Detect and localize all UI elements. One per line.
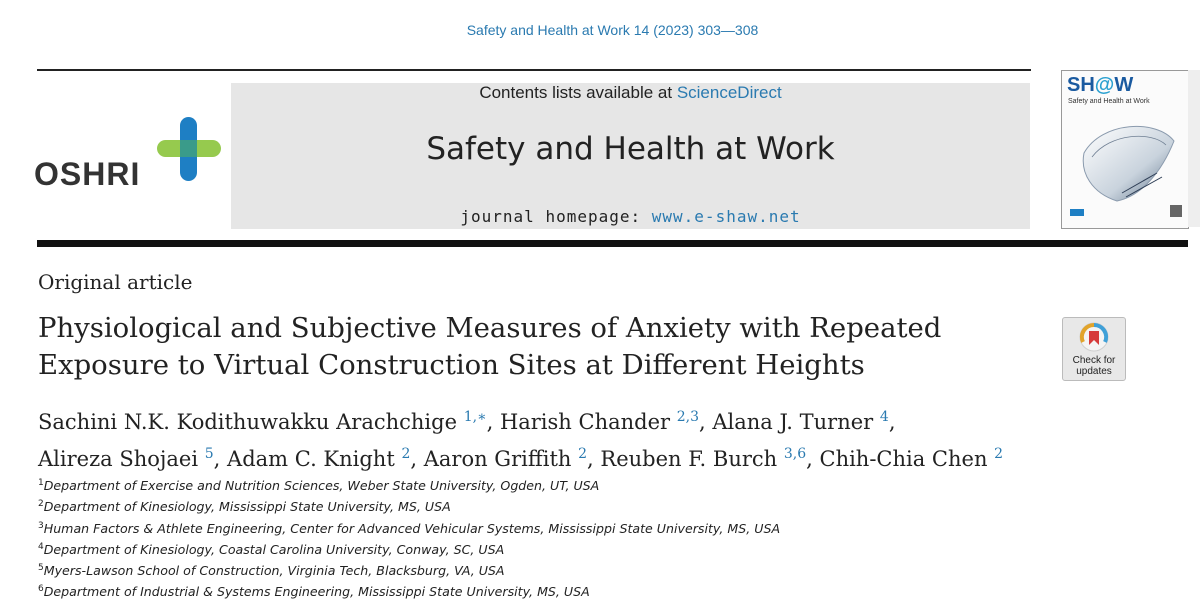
check-for-updates-label bbox=[1063, 355, 1125, 377]
affiliation-item bbox=[38, 474, 780, 495]
sciencedirect-link[interactable]: ScienceDirect bbox=[676, 83, 782, 102]
affiliation-number: 2 bbox=[38, 499, 44, 510]
affiliation-number: 4 bbox=[38, 541, 44, 552]
author-affiliation-ref[interactable]: 1,∗ bbox=[463, 409, 487, 425]
affiliation-item bbox=[38, 495, 780, 516]
affiliation-number: 5 bbox=[38, 563, 44, 574]
author-affiliation-ref[interactable]: 2 bbox=[578, 446, 588, 462]
author-name[interactable] bbox=[500, 410, 699, 434]
author-name[interactable] bbox=[424, 447, 587, 471]
author-affiliation-ref[interactable]: 5 bbox=[204, 446, 214, 462]
affiliation-text: Department of Kinesiology, Coastal Carolina University, Conway, SC, USA bbox=[43, 542, 505, 558]
cover-title-a: SH bbox=[1067, 74, 1095, 96]
header-rule bbox=[37, 240, 1188, 247]
author-name-text: Reuben F. Burch bbox=[600, 447, 778, 471]
author-name[interactable] bbox=[712, 410, 888, 434]
affiliation-text: Myers-Lawson School of Construction, Virginia Tech, Blacksburg, VA, USA bbox=[43, 563, 505, 579]
affiliation-item bbox=[38, 517, 780, 538]
author-affiliation-ref[interactable]: 2 bbox=[401, 446, 411, 462]
affiliation-number: 1 bbox=[38, 478, 44, 488]
affiliation-item bbox=[38, 580, 780, 601]
affiliation-text: Department of Kinesiology, Mississippi State University, MS, USA bbox=[43, 499, 451, 515]
journal-cover-thumbnail[interactable] bbox=[1061, 70, 1189, 229]
author-name-text: Sachini N.K. Kodithuwakku Arachchige bbox=[38, 410, 458, 434]
homepage-link[interactable]: www.e-shaw.net bbox=[651, 207, 801, 226]
author-list: Sachini N.K. Kodithuwakku Arachchige $^{1,∗}$, Harish Chander $^{2,3}$, Alana J. Turner $^4$, Alireza Shojaei $^5$, Adam C. Knight $^2$, Aaron Griffith $^2$, Reuben F. Burch $^{3,6}$, Chih-Chia Chen $^2$ bbox=[38, 409, 1004, 471]
author-name[interactable] bbox=[600, 447, 806, 471]
author-affiliation-ref[interactable]: 3,6 bbox=[783, 446, 807, 462]
affiliation-text: Human Factors & Athlete Engineering, Center for Advanced Vehicular Systems, Mississippi State University, MS, USA bbox=[43, 520, 781, 536]
publisher-logo[interactable] bbox=[34, 114, 204, 194]
cover-edge bbox=[1188, 70, 1200, 227]
author-affiliation-ref[interactable]: 4 bbox=[879, 409, 889, 425]
crossmark-icon bbox=[1079, 322, 1109, 354]
cover-title-at: @ bbox=[1094, 74, 1115, 96]
cover-subtitle: Safety and Health at Work bbox=[1068, 98, 1150, 105]
author-name[interactable] bbox=[227, 447, 410, 471]
check-for-updates-line1: Check for bbox=[1072, 355, 1116, 366]
affiliation-number: 6 bbox=[38, 584, 44, 595]
top-rule bbox=[37, 69, 1031, 71]
author-name[interactable] bbox=[820, 447, 1004, 471]
affiliation-text: Department of Exercise and Nutrition Sciences, Weber State University, Ogden, UT, USA bbox=[43, 478, 600, 494]
article-type: Original article bbox=[38, 270, 193, 294]
cover-artwork bbox=[1062, 101, 1188, 228]
oshri-cross-logo-icon bbox=[154, 114, 224, 184]
author-name-text: Alireza Shojaei bbox=[38, 447, 199, 471]
journal-citation: Safety and Health at Work 14 (2023) 303—308 bbox=[466, 22, 759, 38]
author-name-text: Harish Chander bbox=[499, 410, 671, 434]
author-name-text: Aaron Griffith bbox=[423, 447, 572, 471]
author-name-text: Adam C. Knight bbox=[227, 447, 395, 471]
cover-title-b: W bbox=[1114, 74, 1134, 96]
publisher-name: OSHRI bbox=[34, 156, 141, 192]
article-title: Physiological and Subjective Measures of Anxiety with Repeated Exposure to Virtual Construction Sites at Different Heights bbox=[38, 312, 942, 381]
affiliation-list bbox=[38, 474, 780, 602]
author-name[interactable] bbox=[38, 447, 214, 471]
author-affiliation-ref[interactable]: 2 bbox=[994, 446, 1004, 462]
contents-prefix: Contents lists available at bbox=[479, 83, 677, 102]
homepage-line bbox=[231, 207, 1030, 226]
cover-title bbox=[1067, 74, 1133, 97]
journal-title: Safety and Health at Work bbox=[426, 131, 835, 167]
author-name-text: Chih-Chia Chen bbox=[819, 447, 988, 471]
affiliation-text: Department of Industrial & Systems Engineering, Mississippi State University, MS, USA bbox=[43, 584, 590, 600]
check-for-updates-button[interactable] bbox=[1062, 317, 1126, 381]
affiliation-item bbox=[38, 538, 780, 559]
affiliation-item bbox=[38, 559, 780, 580]
contents-line bbox=[231, 83, 1030, 103]
check-for-updates-line2: updates bbox=[1076, 366, 1112, 377]
affiliation-number: 3 bbox=[38, 520, 44, 531]
author-name-text: Alana J. Turner bbox=[712, 410, 874, 434]
homepage-prefix: journal homepage: bbox=[460, 207, 652, 226]
author-affiliation-ref[interactable]: 2,3 bbox=[676, 409, 700, 425]
journal-masthead bbox=[231, 83, 1030, 229]
author-name[interactable] bbox=[38, 410, 487, 434]
